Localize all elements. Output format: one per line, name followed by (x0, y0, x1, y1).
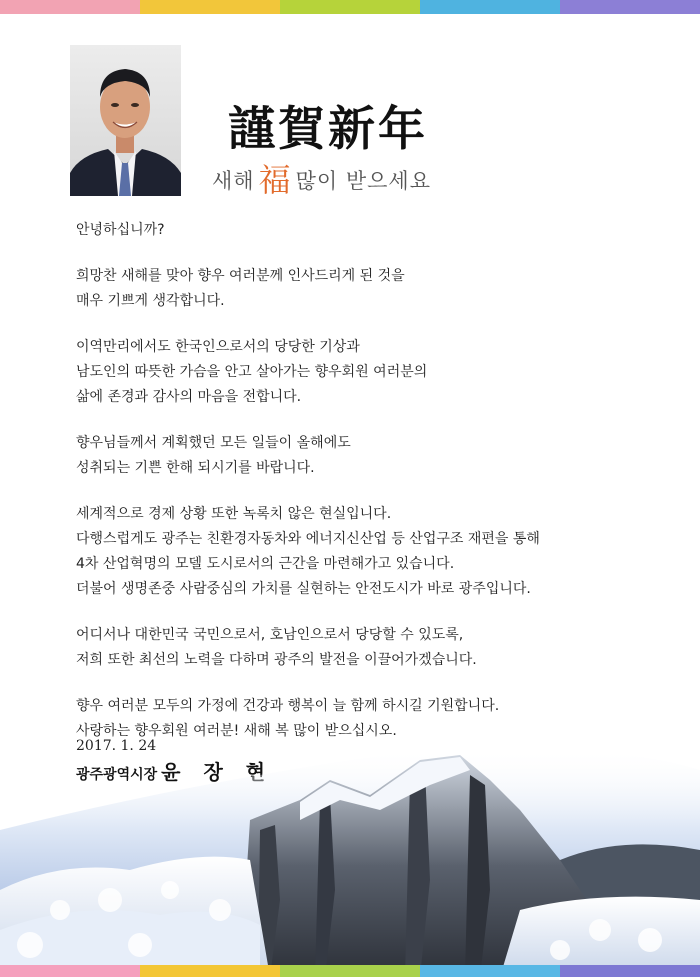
letter-line: 4차 산업혁명의 모델 도시로서의 근간을 마련해가고 있습니다. (76, 556, 455, 572)
letter-body (76, 218, 676, 765)
letter-line: 다행스럽게도 광주는 친환경자동차와 에너지신산업 등 산업구조 재편을 통해 (76, 531, 540, 547)
letter-line: 더불어 생명존중 사람중심의 가치를 실현하는 안전도시가 바로 광주입니다. (76, 581, 531, 597)
subtitle-after: 많이 받으세요 (295, 169, 431, 193)
subtitle (212, 152, 482, 198)
stripe-segment (560, 0, 700, 14)
letter-line: 세계적으로 경제 상황 또한 녹록치 않은 현실입니다. (76, 506, 392, 522)
paragraph-3 (76, 431, 676, 481)
paragraph-6 (76, 694, 676, 744)
stripe-segment (280, 965, 420, 977)
letter-line: 사랑하는 향우회원 여러분! 새해 복 많이 받으십시오. (76, 723, 397, 739)
stripe-segment (140, 965, 280, 977)
letter-line: 성취되는 기쁜 한해 되시기를 바랍니다. (76, 460, 315, 476)
signer-name: 윤 장 현 (161, 760, 274, 784)
paragraph-1 (76, 264, 676, 314)
stripe-segment (420, 0, 560, 14)
stripe-segment (420, 965, 560, 977)
signer-title: 광주광역시장 (76, 767, 158, 783)
letter-line: 매우 기쁘게 생각합니다. (76, 293, 225, 309)
letter-line: 향우님들께서 계획했던 모든 일들이 올해에도 (76, 435, 351, 451)
greeting: 안녕하십니까? (76, 222, 165, 238)
top-color-stripe (0, 0, 700, 14)
paragraph-2 (76, 335, 676, 410)
fortune-character: 福 (258, 161, 292, 199)
bottom-color-stripe (0, 965, 700, 977)
stripe-segment (0, 0, 140, 14)
stripe-segment (280, 0, 420, 14)
letter-line: 삶에 존경과 감사의 마음을 전합니다. (76, 389, 302, 405)
letter-line: 저희 또한 최선의 노력을 다하며 광주의 발전을 이끌어가겠습니다. (76, 652, 477, 668)
subtitle-before: 새해 (212, 169, 255, 193)
stripe-segment (560, 965, 700, 977)
stripe-segment (140, 0, 280, 14)
stripe-segment (0, 965, 140, 977)
paragraph-5 (76, 623, 676, 673)
letter-date: 2017. 1. 24 (76, 738, 157, 754)
letter-line: 향우 여러분 모두의 가정에 건강과 행복이 늘 함께 하시길 기원합니다. (76, 698, 500, 714)
paragraph-4 (76, 502, 676, 602)
letter-line: 남도인의 따뜻한 가슴을 안고 살아가는 향우회원 여러분의 (76, 364, 428, 380)
letter-line: 희망찬 새해를 맞아 향우 여러분께 인사드리게 된 것을 (76, 268, 405, 284)
mayor-portrait (70, 45, 181, 196)
letter-line: 어디서나 대한민국 국민으로서, 호남인으로서 당당할 수 있도록, (76, 627, 464, 643)
letter-line: 이역만리에서도 한국인으로서의 당당한 기상과 (76, 339, 360, 355)
page-title: 謹賀新年 (228, 102, 428, 157)
snowy-mountain-image (0, 740, 700, 977)
